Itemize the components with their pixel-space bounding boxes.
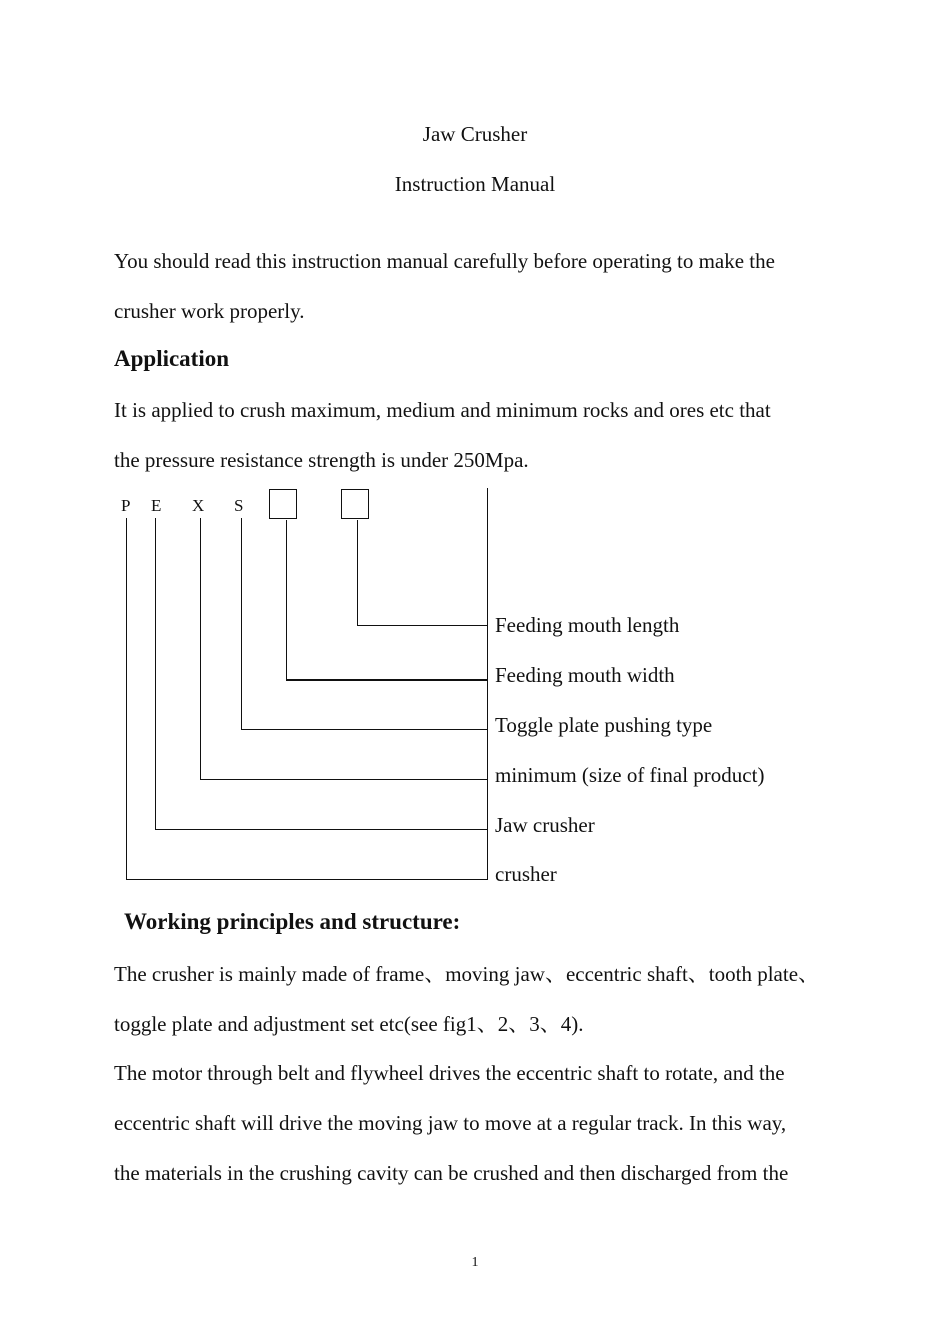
working-line-1: The crusher is mainly made of frame、moving jaw、eccentric shaft、tooth plate、 bbox=[114, 962, 820, 986]
working-line-2: toggle plate and adjustment set etc(see fig1、2、3、4). bbox=[114, 1012, 584, 1036]
code-letter-x: X bbox=[192, 496, 205, 515]
connector-p bbox=[126, 518, 127, 880]
working-line-5: the materials in the crushing cavity can be crushed and then discharged from the bbox=[114, 1161, 789, 1185]
diagram-divider bbox=[487, 488, 488, 880]
code-box-length bbox=[341, 489, 369, 519]
working-heading: Working principles and structure: bbox=[124, 909, 461, 934]
label-jaw-crusher: Jaw crusher bbox=[495, 813, 595, 837]
connector-x bbox=[200, 518, 201, 780]
label-feeding-mouth-width: Feeding mouth width bbox=[495, 663, 675, 687]
connector-length bbox=[357, 520, 358, 626]
intro-line-1: You should read this instruction manual carefully before operating to make the bbox=[114, 249, 775, 273]
code-box-width bbox=[269, 489, 297, 519]
hline-p bbox=[126, 879, 488, 880]
label-minimum: minimum (size of final product) bbox=[495, 763, 765, 787]
code-letter-p: P bbox=[121, 496, 131, 515]
hline-e bbox=[155, 829, 488, 830]
label-feeding-mouth-length: Feeding mouth length bbox=[495, 613, 680, 637]
hline-x bbox=[200, 779, 488, 780]
connector-s bbox=[241, 518, 242, 730]
connector-width bbox=[286, 520, 287, 680]
hline-width bbox=[286, 679, 488, 681]
document-subtitle: Instruction Manual bbox=[394, 172, 556, 196]
code-letter-e: E bbox=[151, 496, 162, 515]
code-letter-s: S bbox=[234, 496, 244, 515]
label-crusher: crusher bbox=[495, 862, 557, 886]
intro-line-2: crusher work properly. bbox=[114, 299, 305, 323]
hline-length bbox=[357, 625, 488, 626]
application-line-1: It is applied to crush maximum, medium and minimum rocks and ores etc that bbox=[114, 398, 771, 422]
hline-s bbox=[241, 729, 488, 730]
document-title: Jaw Crusher bbox=[422, 122, 528, 146]
page-number: 1 bbox=[471, 1255, 479, 1270]
working-line-3: The motor through belt and flywheel drives the eccentric shaft to rotate, and the bbox=[114, 1061, 785, 1085]
application-line-2: the pressure resistance strength is under 250Mpa. bbox=[114, 448, 529, 472]
label-toggle-plate: Toggle plate pushing type bbox=[495, 713, 713, 737]
connector-e bbox=[155, 518, 156, 830]
working-line-4: eccentric shaft will drive the moving jaw to move at a regular track. In this way, bbox=[114, 1111, 787, 1135]
application-heading: Application bbox=[114, 346, 230, 371]
